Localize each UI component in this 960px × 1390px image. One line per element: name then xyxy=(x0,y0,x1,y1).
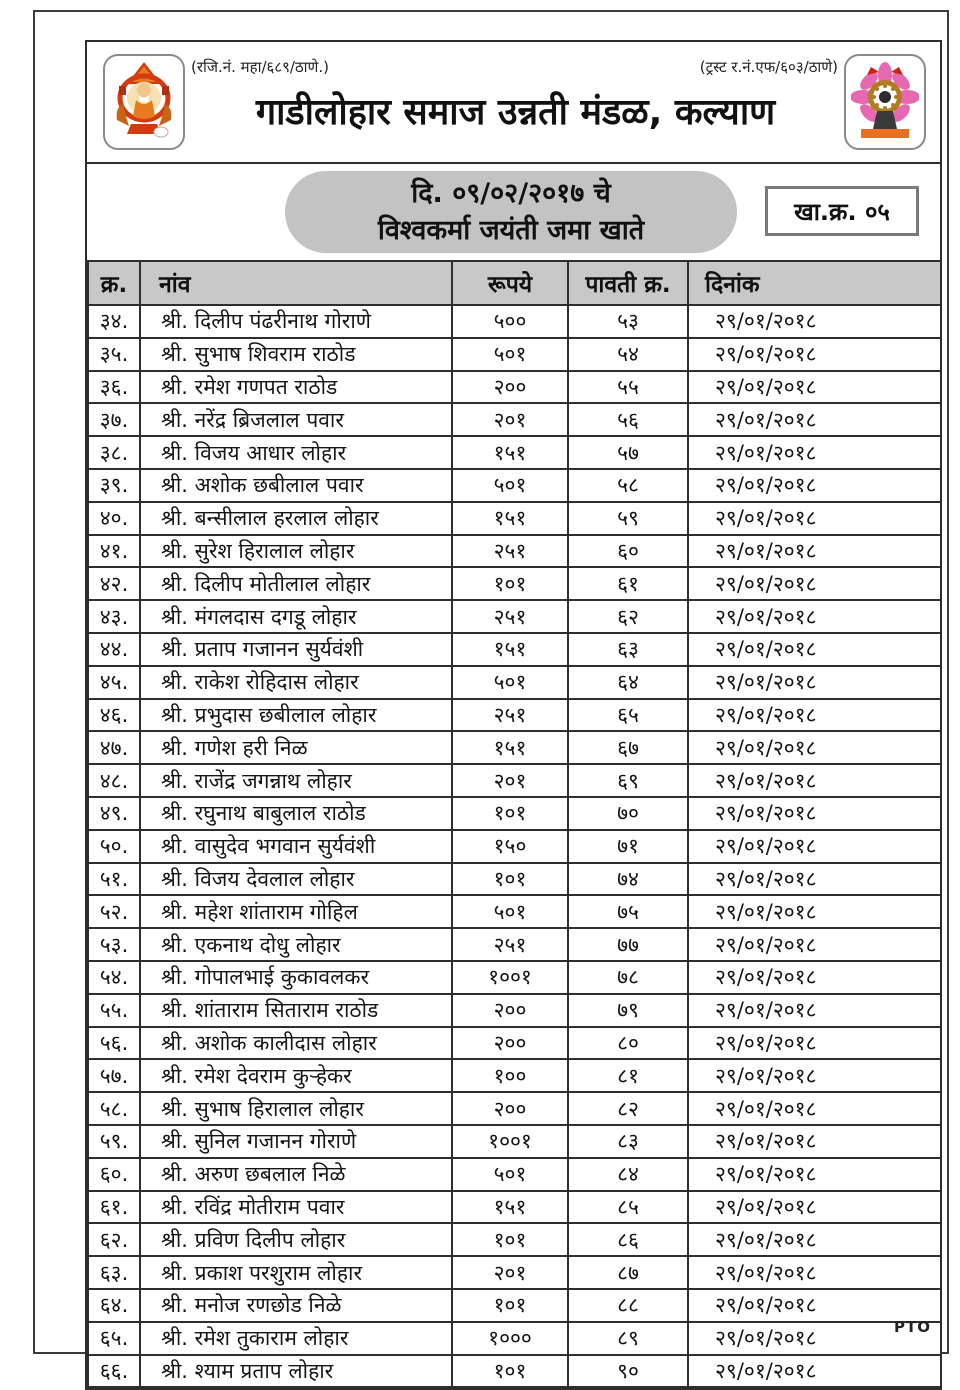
subtitle-section xyxy=(87,164,940,260)
cell-date: २९/०१/२०१८ xyxy=(688,1223,941,1256)
cell-date: २९/०१/२०१८ xyxy=(688,1289,941,1322)
cell-receipt-no: ६२ xyxy=(568,600,688,633)
cell-date: २९/०१/२०१८ xyxy=(688,1256,941,1289)
cell-receipt-no: ५४ xyxy=(568,338,688,371)
cell-name: श्री. सुरेश हिरालाल लोहार xyxy=(140,535,452,568)
cell-name: श्री. प्रभुदास छबीलाल लोहार xyxy=(140,699,452,732)
cell-receipt-no: ८२ xyxy=(568,1092,688,1125)
cell-sr-no: ३४. xyxy=(88,305,140,338)
cell-amount: ५०१ xyxy=(452,338,568,371)
cell-name: श्री. रमेश गणपत राठोड xyxy=(140,371,452,404)
table-row xyxy=(88,666,941,699)
cell-sr-no: ४७. xyxy=(88,731,140,764)
cell-sr-no: ५७. xyxy=(88,1059,140,1092)
cell-amount: १५१ xyxy=(452,436,568,469)
cell-name: श्री. रघुनाथ बाबुलाल राठोड xyxy=(140,797,452,830)
cell-date: २९/०१/२०१८ xyxy=(688,666,941,699)
cell-receipt-no: ८३ xyxy=(568,1125,688,1158)
cell-amount: १०१ xyxy=(452,1355,568,1388)
table-row xyxy=(88,567,941,600)
cell-date: २९/०१/२०१८ xyxy=(688,1191,941,1224)
cell-date: २९/०१/२०१८ xyxy=(688,1355,941,1388)
cell-sr-no: ५८. xyxy=(88,1092,140,1125)
cell-sr-no: ६३. xyxy=(88,1256,140,1289)
table-header-row xyxy=(88,261,941,305)
cell-receipt-no: ८५ xyxy=(568,1191,688,1224)
table-row xyxy=(88,1059,941,1092)
table-row xyxy=(88,1256,941,1289)
cell-sr-no: ४०. xyxy=(88,502,140,535)
cell-amount: २०१ xyxy=(452,764,568,797)
cell-date: २९/०१/२०१८ xyxy=(688,338,941,371)
cell-amount: २५१ xyxy=(452,600,568,633)
cell-amount: ५०१ xyxy=(452,895,568,928)
cell-sr-no: ६१. xyxy=(88,1191,140,1224)
cell-receipt-no: ६१ xyxy=(568,567,688,600)
cell-sr-no: ४५. xyxy=(88,666,140,699)
cell-date: २९/०१/२०१८ xyxy=(688,305,941,338)
cell-date: २९/०१/२०१८ xyxy=(688,994,941,1027)
cell-amount: १०१ xyxy=(452,863,568,896)
cell-amount: ५०१ xyxy=(452,1158,568,1191)
cell-name: श्री. प्रताप गजानन सुर्यवंशी xyxy=(140,633,452,666)
table-row xyxy=(88,1092,941,1125)
cell-receipt-no: ५५ xyxy=(568,371,688,404)
cell-sr-no: ३५. xyxy=(88,338,140,371)
cell-receipt-no: ७० xyxy=(568,797,688,830)
cell-sr-no: ५०. xyxy=(88,830,140,863)
cell-sr-no: ६०. xyxy=(88,1158,140,1191)
cell-name: श्री. नरेंद्र ब्रिजलाल पवार xyxy=(140,403,452,436)
cell-sr-no: ५१. xyxy=(88,863,140,896)
cell-date: २९/०१/२०१८ xyxy=(688,502,941,535)
document-header xyxy=(87,42,940,164)
table-row xyxy=(88,1223,941,1256)
cell-amount: २०१ xyxy=(452,403,568,436)
cell-receipt-no: ७८ xyxy=(568,961,688,994)
cell-name: श्री. दिलीप पंढरीनाथ गोराणे xyxy=(140,305,452,338)
table-row xyxy=(88,633,941,666)
cell-name: श्री. मनोज रणछोड निळे xyxy=(140,1289,452,1322)
lotus-chakra-logo-icon xyxy=(844,54,926,150)
cell-sr-no: ५४. xyxy=(88,961,140,994)
cell-name: श्री. सुनिल गजानन गोराणे xyxy=(140,1125,452,1158)
cell-receipt-no: ८८ xyxy=(568,1289,688,1322)
cell-date: २९/०१/२०१८ xyxy=(688,863,941,896)
cell-sr-no: ४६. xyxy=(88,699,140,732)
cell-name: श्री. विजय देवलाल लोहार xyxy=(140,863,452,896)
cell-receipt-no: ६३ xyxy=(568,633,688,666)
table-row xyxy=(88,502,941,535)
cell-sr-no: ३८. xyxy=(88,436,140,469)
cell-amount: ५०० xyxy=(452,305,568,338)
cell-date: २९/०१/२०१८ xyxy=(688,535,941,568)
table-row xyxy=(88,535,941,568)
table-row xyxy=(88,469,941,502)
cell-receipt-no: ७१ xyxy=(568,830,688,863)
cell-date: २९/०१/२०१८ xyxy=(688,1059,941,1092)
cell-amount: ५०१ xyxy=(452,469,568,502)
cell-date: २९/०१/२०१८ xyxy=(688,469,941,502)
header-row xyxy=(88,261,941,305)
cell-date: २९/०१/२०१८ xyxy=(688,830,941,863)
event-name-line: विश्वकर्मा जयंती जमा खाते xyxy=(377,215,645,246)
col-header-receipt-no: पावती क्र. xyxy=(568,261,688,305)
cell-name: श्री. अशोक कालीदास लोहार xyxy=(140,1027,452,1060)
cell-name: श्री. सुभाष हिरालाल लोहार xyxy=(140,1092,452,1125)
cell-date: २९/०१/२०१८ xyxy=(688,633,941,666)
cell-sr-no: ४२. xyxy=(88,567,140,600)
cell-receipt-no: ८९ xyxy=(568,1322,688,1355)
table-row xyxy=(88,1158,941,1191)
cell-receipt-no: ६५ xyxy=(568,699,688,732)
registration-number-left: (रजि.नं. महा/६८९/ठाणे.) xyxy=(191,58,330,76)
table-row xyxy=(88,895,941,928)
col-header-name: नांव xyxy=(140,261,452,305)
trust-number-right: (ट्रस्ट र.नं.एफ/६०३/ठाणे) xyxy=(699,58,838,76)
table-row xyxy=(88,1027,941,1060)
cell-receipt-no: ६४ xyxy=(568,666,688,699)
table-row xyxy=(88,371,941,404)
cell-name: श्री. अरुण छबलाल निळे xyxy=(140,1158,452,1191)
cell-sr-no: ५५. xyxy=(88,994,140,1027)
cell-name: श्री. शांताराम सिताराम राठोड xyxy=(140,994,452,1027)
cell-amount: १००१ xyxy=(452,1125,568,1158)
cell-date: २९/०१/२०१८ xyxy=(688,1125,941,1158)
cell-amount: १००० xyxy=(452,1322,568,1355)
table-row xyxy=(88,731,941,764)
cell-amount: १५१ xyxy=(452,1191,568,1224)
cell-receipt-no: ६९ xyxy=(568,764,688,797)
table-row xyxy=(88,1125,941,1158)
cell-amount: १५० xyxy=(452,830,568,863)
cell-receipt-no: ८६ xyxy=(568,1223,688,1256)
cell-receipt-no: ५८ xyxy=(568,469,688,502)
cell-amount: १००१ xyxy=(452,961,568,994)
cell-amount: १५१ xyxy=(452,502,568,535)
cell-receipt-no: ८० xyxy=(568,1027,688,1060)
cell-receipt-no: ८१ xyxy=(568,1059,688,1092)
cell-amount: २०१ xyxy=(452,1256,568,1289)
cell-sr-no: ६५. xyxy=(88,1322,140,1355)
cell-name: श्री. रविंद्र मोतीराम पवार xyxy=(140,1191,452,1224)
table-row xyxy=(88,1289,941,1322)
table-row xyxy=(88,305,941,338)
cell-date: २९/०१/२०१८ xyxy=(688,403,941,436)
table-row xyxy=(88,600,941,633)
document-content xyxy=(85,40,942,1390)
organization-title: गाडीलोहार समाज उन्नती मंडळ, कल्याण xyxy=(255,92,776,133)
cell-amount: ५०१ xyxy=(452,666,568,699)
cell-name: श्री. राजेंद्र जगन्नाथ लोहार xyxy=(140,764,452,797)
table-row xyxy=(88,961,941,994)
cell-amount: २५१ xyxy=(452,699,568,732)
cell-name: श्री. रमेश तुकाराम लोहार xyxy=(140,1322,452,1355)
cell-date: २९/०१/२०१८ xyxy=(688,928,941,961)
table-row xyxy=(88,1322,941,1355)
table-row xyxy=(88,863,941,896)
cell-date: २९/०१/२०१८ xyxy=(688,731,941,764)
cell-name: श्री. प्रविण दिलीप लोहार xyxy=(140,1223,452,1256)
cell-sr-no: ६४. xyxy=(88,1289,140,1322)
cell-receipt-no: ७९ xyxy=(568,994,688,1027)
cell-amount: २०० xyxy=(452,1092,568,1125)
cell-date: २९/०१/२०१८ xyxy=(688,600,941,633)
cell-sr-no: ३९. xyxy=(88,469,140,502)
table-row xyxy=(88,1191,941,1224)
cell-date: २९/०१/२०१८ xyxy=(688,699,941,732)
cell-name: श्री. श्याम प्रताप लोहार xyxy=(140,1355,452,1388)
cell-date: २९/०१/२०१८ xyxy=(688,895,941,928)
cell-date: २९/०१/२०१८ xyxy=(688,1322,941,1355)
table-row xyxy=(88,699,941,732)
cell-sr-no: ६६. xyxy=(88,1355,140,1388)
cell-receipt-no: ५७ xyxy=(568,436,688,469)
cell-name: श्री. प्रकाश परशुराम लोहार xyxy=(140,1256,452,1289)
donation-table xyxy=(87,260,942,1388)
cell-name: श्री. अशोक छबीलाल पवार xyxy=(140,469,452,502)
cell-date: २९/०१/२०१८ xyxy=(688,1092,941,1125)
cell-amount: १०१ xyxy=(452,797,568,830)
table-row xyxy=(88,797,941,830)
col-header-amount: रूपये xyxy=(452,261,568,305)
cell-amount: २०० xyxy=(452,1027,568,1060)
cell-date: २९/०१/२०१८ xyxy=(688,961,941,994)
cell-receipt-no: ६० xyxy=(568,535,688,568)
cell-date: २९/०१/२०१८ xyxy=(688,1158,941,1191)
cell-receipt-no: ५६ xyxy=(568,403,688,436)
table-row xyxy=(88,338,941,371)
cell-date: २९/०१/२०१८ xyxy=(688,436,941,469)
cell-name: श्री. एकनाथ दोधु लोहार xyxy=(140,928,452,961)
cell-name: श्री. वासुदेव भगवान सुर्यवंशी xyxy=(140,830,452,863)
table-row xyxy=(88,994,941,1027)
cell-sr-no: ६२. xyxy=(88,1223,140,1256)
table-row xyxy=(88,1355,941,1388)
cell-amount: २०० xyxy=(452,994,568,1027)
vishwakarma-deity-logo-icon xyxy=(103,54,185,150)
cell-name: श्री. बन्सीलाल हरलाल लोहार xyxy=(140,502,452,535)
cell-sr-no: ४९. xyxy=(88,797,140,830)
cell-date: २९/०१/२०१८ xyxy=(688,1027,941,1060)
table-row xyxy=(88,764,941,797)
table-row xyxy=(88,403,941,436)
cell-sr-no: ३६. xyxy=(88,371,140,404)
cell-receipt-no: ७५ xyxy=(568,895,688,928)
cell-amount: १५१ xyxy=(452,731,568,764)
col-header-sr-no: क्र. xyxy=(88,261,140,305)
cell-sr-no: ५३. xyxy=(88,928,140,961)
cell-amount: १०१ xyxy=(452,1223,568,1256)
cell-receipt-no: ८७ xyxy=(568,1256,688,1289)
cell-name: श्री. महेश शांताराम गोहिल xyxy=(140,895,452,928)
cell-sr-no: ३७. xyxy=(88,403,140,436)
cell-sr-no: ५९. xyxy=(88,1125,140,1158)
cell-sr-no: ५२. xyxy=(88,895,140,928)
cell-amount: १०१ xyxy=(452,567,568,600)
cell-receipt-no: ६७ xyxy=(568,731,688,764)
cell-receipt-no: ७७ xyxy=(568,928,688,961)
cell-date: २९/०१/२०१८ xyxy=(688,797,941,830)
cell-sr-no: ४८. xyxy=(88,764,140,797)
cell-amount: १०० xyxy=(452,1059,568,1092)
cell-sr-no: ५६. xyxy=(88,1027,140,1060)
cell-sr-no: ४४. xyxy=(88,633,140,666)
cell-receipt-no: ५३ xyxy=(568,305,688,338)
cell-date: २९/०१/२०१८ xyxy=(688,567,941,600)
cell-amount: २५१ xyxy=(452,928,568,961)
cell-amount: १०१ xyxy=(452,1289,568,1322)
event-date-banner xyxy=(285,171,737,253)
col-header-date: दिनांक xyxy=(688,261,941,305)
table-row xyxy=(88,436,941,469)
cell-receipt-no: ९० xyxy=(568,1355,688,1388)
cell-name: श्री. दिलीप मोतीलाल लोहार xyxy=(140,567,452,600)
cell-name: श्री. राकेश रोहिदास लोहार xyxy=(140,666,452,699)
cell-amount: २०० xyxy=(452,371,568,404)
cell-receipt-no: ८४ xyxy=(568,1158,688,1191)
cell-receipt-no: ७४ xyxy=(568,863,688,896)
cell-amount: २५१ xyxy=(452,535,568,568)
cell-name: श्री. विजय आधार लोहार xyxy=(140,436,452,469)
cell-name: श्री. मंगलदास दगडू लोहार xyxy=(140,600,452,633)
cell-date: २९/०१/२०१८ xyxy=(688,764,941,797)
cell-receipt-no: ५९ xyxy=(568,502,688,535)
cell-sr-no: ४१. xyxy=(88,535,140,568)
cell-name: श्री. रमेश देवराम कुऱ्हेकर xyxy=(140,1059,452,1092)
account-number-badge: खा.क्र. ०५ xyxy=(765,186,919,236)
table-row xyxy=(88,830,941,863)
cell-amount: १५१ xyxy=(452,633,568,666)
table-row xyxy=(88,928,941,961)
cell-name: श्री. सुभाष शिवराम राठोड xyxy=(140,338,452,371)
page-turn-over-label: PTO xyxy=(894,1318,931,1336)
cell-name: श्री. गोपालभाई कुकावलकर xyxy=(140,961,452,994)
event-date-line: दि. ०९/०२/२०१७ चे xyxy=(411,178,611,209)
table-body xyxy=(88,305,941,1387)
cell-sr-no: ४३. xyxy=(88,600,140,633)
cell-name: श्री. गणेश हरी निळ xyxy=(140,731,452,764)
cell-date: २९/०१/२०१८ xyxy=(688,371,941,404)
